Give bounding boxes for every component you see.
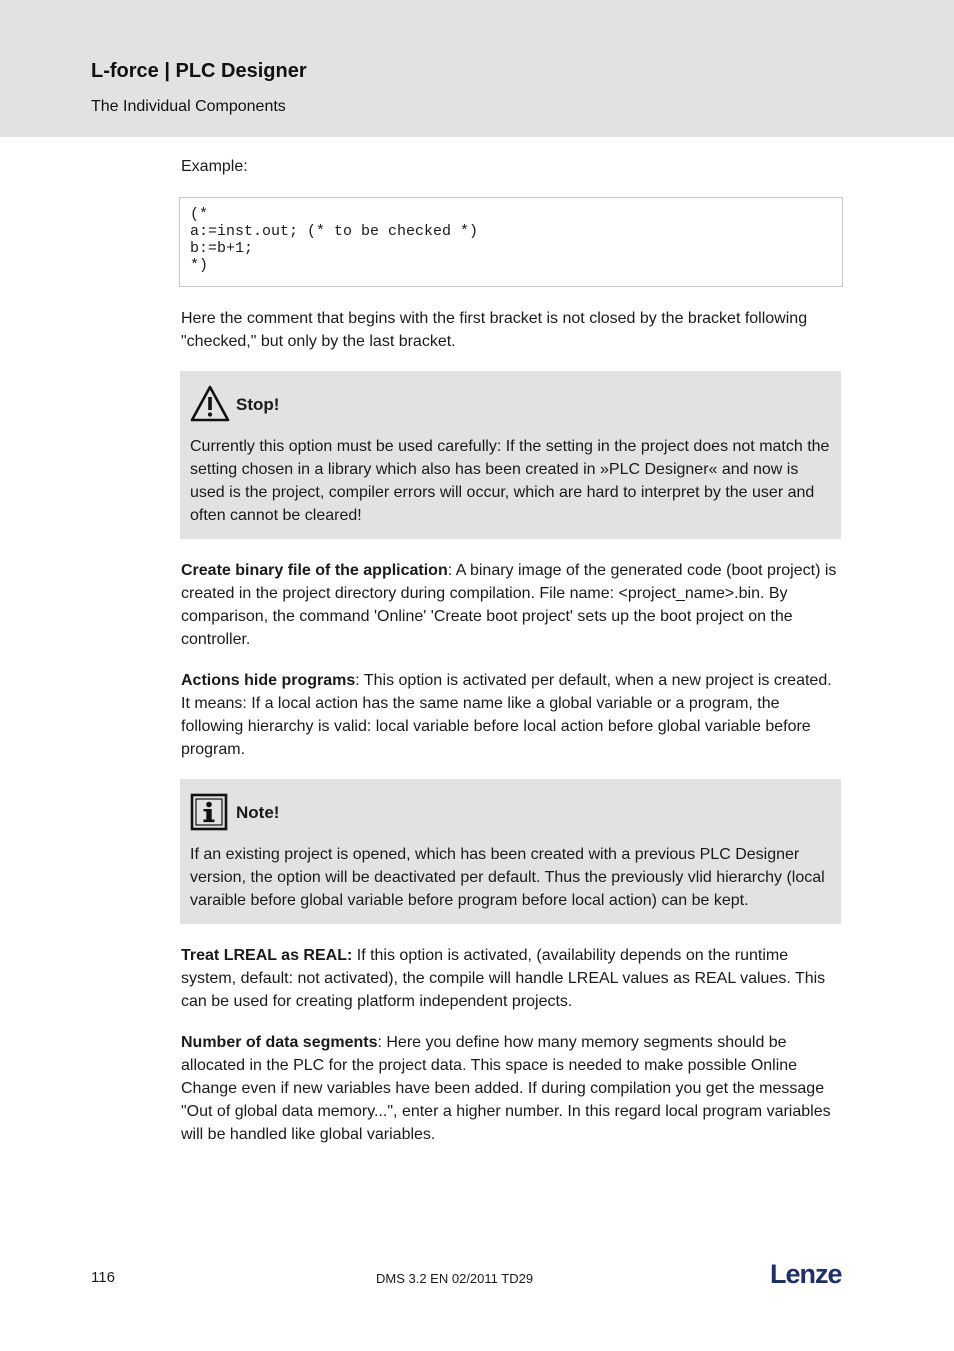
actions-hide-text: : This option is activated per default, when a new project is created. It means: If a local action has the same name like a global variable or a program, the following hierarchy is valid: local variable before local action before global variable before program. — [181, 672, 832, 758]
actions-hide-paragraph — [181, 669, 843, 761]
binary-file-term: Create binary file of the application — [181, 562, 448, 579]
data-segments-paragraph — [181, 1031, 843, 1146]
example-label: Example: — [181, 158, 248, 175]
binary-file-paragraph — [181, 559, 843, 651]
lenze-logo: Lenze — [770, 1259, 842, 1289]
data-segments-term: Number of data segments — [181, 1034, 378, 1051]
note-text: If an existing project is opened, which has been created with a previous PLC Designer version, the option will be deactivated per default. Thus the previously vlid hierarchy (local varaible before global variable before program before local action) can be kept. — [190, 846, 825, 909]
stop-text: Currently this option must be used carefully: If the setting in the project does not match the setting chosen in a library which also has been created in »PLC Designer« and now is used is the project, compiler errors will occur, which are hard to interpret by the user and often cannot be cleared! — [190, 438, 830, 524]
info-icon — [190, 793, 230, 831]
lreal-text: If this option is activated, (availability depends on the runtime system, default: not activated), the compile will handle LREAL values as REAL values. This can be used for creating platform independent projects. — [181, 947, 826, 1010]
note-label: Note! — [236, 802, 280, 822]
lreal-paragraph — [181, 944, 843, 1013]
data-segments-text: : Here you define how many memory segments should be allocated in the PLC for the project data. This space is needed to make possible Online Change even if new variables have been added. If during compilation you get the message "Out of global data memory...", enter a higher number. In this regard local program variables will be handled like global variables. — [181, 1034, 831, 1143]
page-header — [0, 0, 954, 137]
document-title: L-force | PLC Designer — [91, 60, 307, 82]
lreal-term: Treat LREAL as REAL: — [181, 947, 353, 964]
code-example: (* a:=inst.out; (* to be checked *) b:=b+1; *) — [179, 197, 843, 287]
document-id: DMS 3.2 EN 02/2011 TD29 — [376, 1271, 534, 1286]
note-box — [180, 779, 841, 924]
stop-box-header — [190, 383, 831, 425]
page-number: 116 — [91, 1269, 115, 1286]
actions-hide-term: Actions hide programs — [181, 672, 356, 689]
section-title: The Individual Components — [91, 98, 286, 115]
stop-box — [180, 371, 841, 539]
note-box-header — [190, 791, 831, 833]
binary-file-text: : A binary image of the generated code (boot project) is created in the project directory during compilation. File name: <project_name>.bin. By comparison, the command 'Online' 'Create boot project' sets up the boot project on the controller. — [181, 562, 837, 648]
comment-explanation: Here the comment that begins with the first bracket is not closed by the bracket following "checked," but only by the last bracket. — [181, 310, 808, 350]
main-content — [181, 155, 843, 1164]
warning-triangle-icon — [190, 385, 230, 423]
stop-label: Stop! — [236, 394, 280, 414]
